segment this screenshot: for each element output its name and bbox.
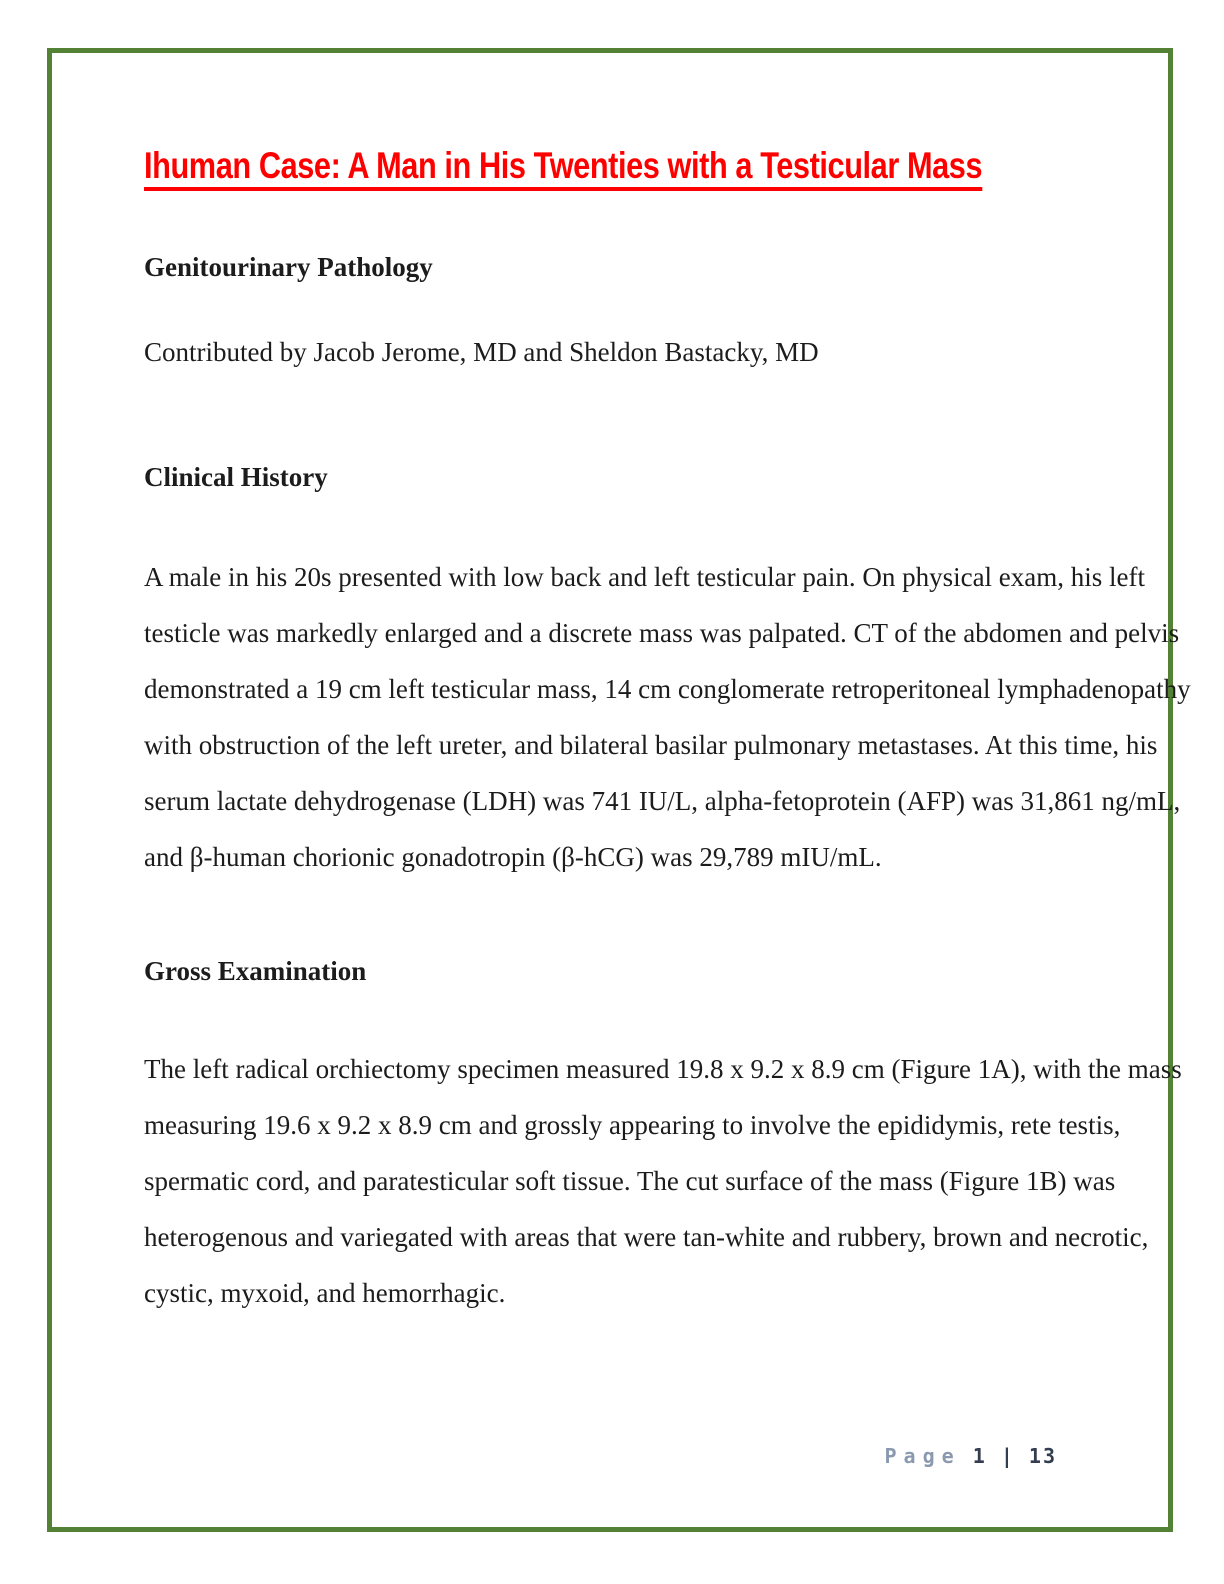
footer-total-pages: 13 [1028,1444,1057,1468]
text-line: A male in his 20s presented with low back and left testicular pain. On physical exam, his left [144,562,1146,592]
text-line: The left radical orchiectomy specimen measured 19.8 x 9.2 x 8.9 cm (Figure 1A), with the mass [144,1054,1182,1084]
text-line: heterogenous and variegated with areas that were tan-white and rubbery, brown and necrotic, [144,1222,1149,1252]
contributors-byline: Contributed by Jacob Jerome, MD and Sheldon Bastacky, MD [144,337,819,367]
document-title-text: Ihuman Case: A Man in His Twenties with a Testicular Mass [144,147,982,191]
text-line: serum lactate dehydrogenase (LDH) was 741 IU/L, alpha-fetoprotein (AFP) was 31,861 ng/mL, [144,786,1181,816]
gross-examination-paragraph [144,1041,1182,1321]
document-title [144,147,982,191]
text-line: measuring 19.6 x 9.2 x 8.9 cm and grossly appearing to involve the epididymis, rete testis, [144,1110,1121,1140]
clinical-history-paragraph [144,549,1191,885]
text-line: demonstrated a 19 cm left testicular mass, 14 cm conglomerate retroperitoneal lymphadenopathy [144,674,1191,704]
text-line: cystic, myxoid, and hemorrhagic. [144,1278,506,1308]
text-line: spermatic cord, and paratesticular soft tissue. The cut surface of the mass (Figure 1B) was [144,1166,1116,1196]
section-heading-clinical-history: Clinical History [144,462,328,492]
text-line: and β-human chorionic gonadotropin (β-hCG) was 29,789 mIU/mL. [144,842,882,872]
footer-current-page: 1 [972,1444,987,1468]
text-line: testicle was markedly enlarged and a discrete mass was palpated. CT of the abdomen and pelvis [144,618,1180,648]
footer-separator: | [1000,1444,1015,1468]
section-heading-gross-examination: Gross Examination [144,956,367,986]
footer-page-label: Page [884,1444,961,1468]
page-footer [885,1444,1058,1468]
subtitle-heading: Genitourinary Pathology [144,252,433,282]
text-line: with obstruction of the left ureter, and bilateral basilar pulmonary metastases. At this time, his [144,730,1158,760]
